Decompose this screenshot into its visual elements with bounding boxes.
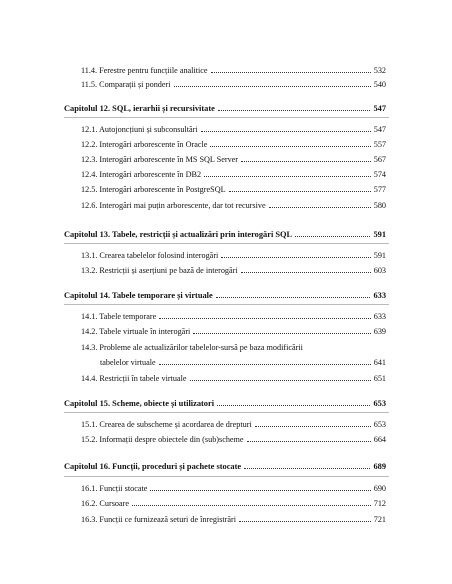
dot-leader (211, 71, 371, 73)
toc-section-entry (81, 435, 386, 445)
toc-section-entry (81, 140, 386, 150)
dot-leader (204, 175, 371, 177)
toc-page-number: 547 (373, 104, 386, 113)
toc-chapter-entry (64, 399, 386, 409)
dot-leader (218, 109, 371, 111)
toc-section-entry (81, 374, 386, 384)
dot-leader (216, 296, 371, 298)
toc-entry-title: 11.4. Ferestre pentru funcțiile analitice (81, 66, 208, 75)
toc-entry-title: 15.1. Crearea de subscheme și acordarea de drepturi (81, 420, 252, 429)
dot-leader (247, 440, 371, 442)
chapter-divider (64, 117, 389, 118)
toc-entry-title: 12.5. Interogări arborescente în PostgreSQL (81, 185, 226, 194)
toc-page-number: 721 (373, 515, 386, 524)
toc-entry-title: 16.3. Funcții ce furnizează seturi de înregistrări (81, 515, 237, 524)
toc-page-number: 547 (373, 125, 386, 134)
dot-leader (229, 190, 371, 192)
toc-entry-title: 12.6. Interogări mai puțin arborescente, dar tot recursive (81, 201, 266, 210)
toc-section-entry (81, 201, 386, 211)
dot-leader (269, 206, 371, 208)
toc-section-entry (81, 499, 386, 509)
toc-chapter-entry (64, 230, 386, 240)
dot-leader (174, 85, 371, 87)
toc-section-entry (81, 266, 386, 276)
dot-leader (190, 379, 371, 381)
toc-section-entry (81, 185, 386, 195)
toc-section-entry (81, 125, 386, 135)
toc-section-entry (81, 80, 386, 90)
toc-entry-title: 14.4. Restricții în tabele virtuale (81, 374, 187, 383)
toc-chapter-entry (64, 291, 386, 301)
toc-page-number: 603 (373, 266, 386, 275)
toc-page-number: 653 (373, 420, 386, 429)
toc-chapter-entry (64, 104, 386, 114)
toc-page-number: 690 (373, 484, 386, 493)
dot-leader (193, 332, 370, 334)
toc-page-number: 577 (373, 185, 386, 194)
toc-page-number: 664 (373, 435, 386, 444)
dot-leader (221, 256, 370, 258)
toc-page-number: 580 (373, 201, 386, 210)
dot-leader (255, 425, 371, 427)
toc-page-number: 633 (373, 312, 386, 321)
toc-section-entry (81, 251, 386, 261)
dot-leader (201, 130, 371, 132)
toc-section-entry (81, 484, 386, 494)
chapter-divider (64, 304, 389, 305)
toc-entry-title: Capitolul 12. SQL, ierarhii și recursivitate (64, 104, 215, 113)
toc-section-entry (81, 343, 386, 353)
toc-entry-title: Capitolul 15. Scheme, obiecte și utilizatori (64, 399, 215, 408)
toc-page-number: 689 (373, 462, 386, 471)
toc-entry-title: 11.5. Comparații și ponderi (81, 80, 171, 89)
dot-leader (159, 317, 371, 319)
toc-entry-title: 13.1. Crearea tabelelor folosind interogări (81, 251, 219, 260)
toc-entry-title: 16.1. Funcții stocate (81, 484, 148, 493)
toc-section-entry (81, 420, 386, 430)
toc-section-entry (81, 170, 386, 180)
toc-entry-title: 12.2. Interogări arborescente în Oracle (81, 140, 208, 149)
toc-page-number: 641 (373, 358, 386, 367)
dot-leader (217, 404, 370, 406)
toc-entry-title: 14.3. Probleme ale actualizărilor tabelelor-sursă pe baza modificării (81, 343, 303, 352)
dot-leader (241, 271, 371, 273)
dot-leader (150, 489, 370, 491)
toc-page-number: 574 (373, 170, 386, 179)
toc-section-entry (81, 66, 386, 76)
toc-page-number: 712 (373, 499, 386, 508)
dot-leader (241, 160, 371, 162)
chapter-divider (64, 412, 389, 413)
dot-leader (132, 504, 371, 506)
toc-entry-title: 15.2. Informații despre obiectele din (sub)scheme (81, 435, 244, 444)
toc-entry-title: Capitolul 13. Tabele, restricții și actualizări prin interogări SQL (64, 230, 293, 239)
toc-section-entry (81, 515, 386, 525)
toc-page-number: 540 (373, 80, 386, 89)
toc-page-number: 653 (373, 399, 386, 408)
toc-page-number: 567 (373, 155, 386, 164)
toc-section-entry (81, 327, 386, 337)
toc-page-number: 639 (373, 327, 386, 336)
dot-leader (239, 520, 371, 522)
toc-page-number: 591 (373, 230, 386, 239)
toc-entry-title: Capitolul 16. Funcții, proceduri și pachete stocate (64, 462, 242, 471)
dot-leader (295, 235, 370, 237)
toc-page-number: 532 (373, 66, 386, 75)
toc-entry-title: tabelelor virtuale (100, 358, 156, 367)
toc-page-number: 591 (373, 251, 386, 260)
chapter-divider (64, 243, 389, 244)
toc-entry-title: Capitolul 14. Tabele temporare și virtuale (64, 291, 213, 300)
toc-entry-title: 14.2. Tabele virtuale în interogări (81, 327, 191, 336)
toc-entry-title: 12.3. Interogări arborescente în MS SQL Server (81, 155, 239, 164)
dot-leader (159, 363, 371, 365)
toc-section-entry (100, 358, 386, 368)
toc-entry-title: 13.2. Restricții și aserțiuni pe bază de interogări (81, 266, 238, 275)
dot-leader (210, 145, 370, 147)
toc-chapter-entry (64, 462, 386, 472)
toc-section-entry (81, 155, 386, 165)
toc-entry-title: 12.1. Autojoncțiuni și subconsultări (81, 125, 198, 134)
toc-page-number: 651 (373, 374, 386, 383)
dot-leader (244, 467, 370, 469)
toc-page-number: 633 (373, 291, 386, 300)
toc-page-number: 557 (373, 140, 386, 149)
toc-entry-title: 16.2. Cursoare (81, 499, 129, 508)
chapter-divider (64, 476, 389, 477)
toc-section-entry (81, 312, 386, 322)
toc-entry-title: 14.1. Tabele temporare (81, 312, 157, 321)
toc-entry-title: 12.4. Interogări arborescente în DB2 (81, 170, 202, 179)
